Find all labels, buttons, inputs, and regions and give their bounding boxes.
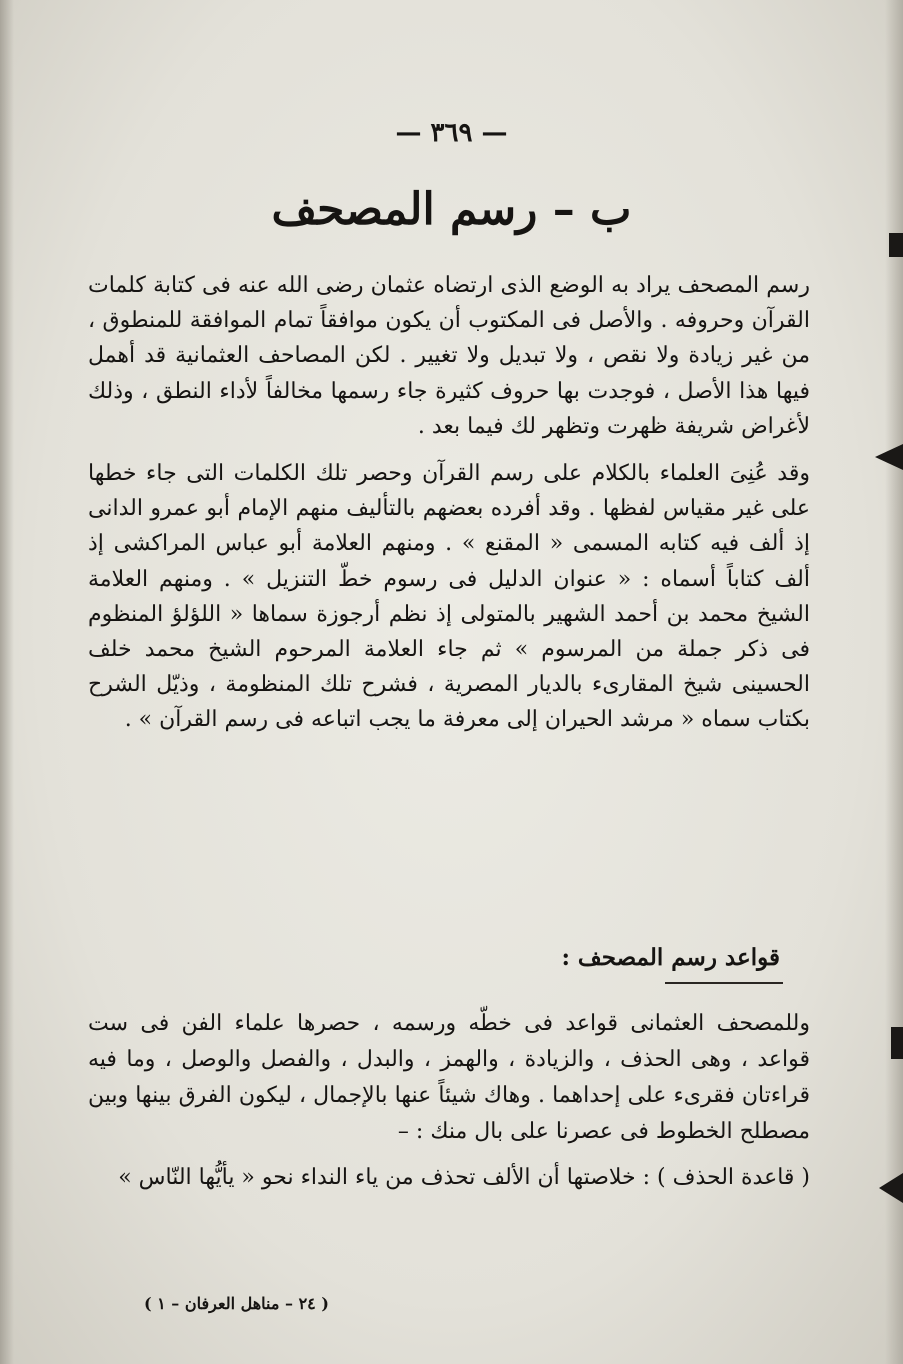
margin-mark xyxy=(889,233,903,257)
paragraph: وقد عُنِىَ العلماء بالكلام على رسم القرآن وحصر تلك الكلمات التى جاء خطها على غير مقياس لفظها . وقد أفرده بعضهم بالتأليف منهم الإمام أبو عمرو الدانى إذ ألف فيه كتابه المسمى « المقنع » . ومنهم العلامة أبو عباس المراكشى إذ ألف كتاباً أسماه : « عنوان الدليل فى رسوم خطّ التنزيل » . ومنهم العلامة الشيخ محمد بن أحمد الشهير بالمتولى إذ نظم أرجوزة سماها « اللؤلؤ المنظوم فى ذكر جملة من المرسوم » ثم جاء العلامة المرحوم الشيخ محمد خلف الحسينى شيخ المقارىء بالديار المصرية ، فشرح تلك المنظومة ، وذيّل الشرح بكتاب سماه « مرشد الحيران إلى معرفة ما يجب اتباعه فى رسم القرآن » . xyxy=(88,460,810,733)
paragraph: ( قاعدة الحذف ) : خلاصتها أن الألف تحذف من ياء النداء نحو « يأيُّها النّاس » xyxy=(118,1165,810,1191)
section-title: ب – رسم المصحف xyxy=(271,184,632,235)
page-number: — ٣٦٩ — xyxy=(395,118,508,148)
footer-signature: ( ٢٤ – مناهل العرفان – ١ ) xyxy=(144,1294,329,1313)
paragraph: وللمصحف العثمانى قواعد فى خطّه ورسمه ، حصرها علماء الفن فى ست قواعد ، وهى الحذف ، والزيادة ، والهمز ، والبدل ، والفصل والوصل ، وما فيه قراءتان فقرىء على إحداهما . وهاك شيئاً عنها بالإجمال ، ليكون الفرق بينها وبين مصطلح الخطوط فى عصرنا على بال منك : – xyxy=(88,1011,810,1145)
margin-mark xyxy=(891,1027,903,1059)
paragraph: رسم المصحف يراد به الوضع الذى ارتضاه عثمان رضى الله عنه فى كتابة كلمات القرآن وحروفه . والأصل فى المكتوب أن يكون موافقاً تمام الموافقة للمنطوق ، من غير زيادة ولا نقص ، ولا تبديل ولا تغيير . لكن المصاحف العثمانية قد أهمل فيها هذا الأصل ، فوجدت بها حروف كثيرة جاء رسمها مخالفاً لأداء النطق ، وذلك لأغراض شريفة ظهرت وتظهر لك فيما بعد . xyxy=(88,273,810,439)
subsection-heading: قواعد رسم المصحف : xyxy=(561,944,780,971)
heading-underline xyxy=(665,982,783,984)
body-text-2 xyxy=(88,1006,810,1196)
body-text xyxy=(88,268,810,737)
